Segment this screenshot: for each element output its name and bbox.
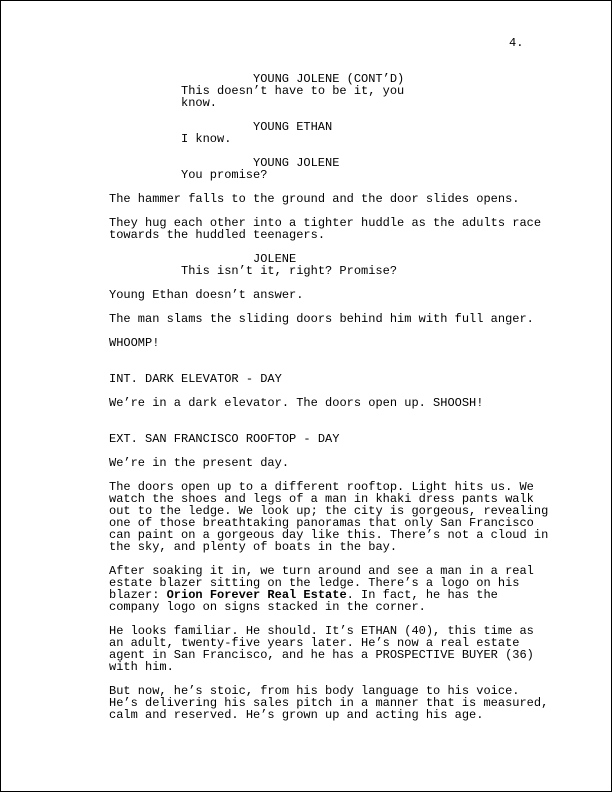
action-text: . In fact, he has the: [346, 588, 498, 602]
dialogue-line: know.: [181, 96, 218, 110]
action-line: He looks familiar. He should. It’s ETHAN (40), this time as: [109, 624, 534, 638]
scene-heading: EXT. SAN FRANCISCO ROOFTOP - DAY: [109, 432, 340, 446]
action-line: But now, he’s stoic, from his body language to his voice.: [109, 684, 520, 698]
dialogue-line: This isn’t it, right? Promise?: [181, 264, 398, 278]
action-line: We’re in the present day.: [109, 456, 290, 470]
action-line: The man slams the sliding doors behind him with full anger.: [109, 312, 534, 326]
action-line: towards the huddled teenagers.: [109, 228, 326, 242]
action-line: The hammer falls to the ground and the door slides opens.: [109, 192, 520, 206]
sound-effect-line: WHOOMP!: [109, 336, 160, 350]
character-cue: YOUNG ETHAN: [253, 120, 333, 134]
action-line: calm and reserved. He’s grown up and acting his age.: [109, 708, 484, 722]
character-cue: YOUNG JOLENE (CONT’D): [253, 72, 405, 86]
action-text: blazer:: [109, 588, 167, 602]
action-line: out to the ledge. We look up; the city is gorgeous, revealing: [109, 504, 549, 518]
scene-heading: INT. DARK ELEVATOR - DAY: [109, 372, 282, 386]
action-line: with him.: [109, 660, 174, 674]
dialogue-line: You promise?: [181, 168, 268, 182]
company-name: Orion Forever Real Estate: [166, 588, 347, 602]
page-number: 4.: [509, 36, 524, 50]
action-line: The doors open up to a different rooftop. Light hits us. We: [109, 480, 534, 494]
action-line: We’re in a dark elevator. The doors open up. SHOOSH!: [109, 396, 484, 410]
action-line: company logo on signs stacked in the corner.: [109, 600, 426, 614]
action-line: watch the shoes and legs of a man in khaki dress pants walk: [109, 492, 534, 506]
action-line: one of those breathtaking panoramas that only San Francisco: [109, 516, 534, 530]
character-cue: YOUNG JOLENE: [253, 156, 340, 170]
dialogue-line: I know.: [181, 132, 232, 146]
action-line: After soaking it in, we turn around and see a man in a real: [109, 564, 534, 578]
action-line: They hug each other into a tighter huddle as the adults race: [109, 216, 542, 230]
action-line: estate blazer sitting on the ledge. There’s a logo on his: [109, 576, 520, 590]
action-line: Young Ethan doesn’t answer.: [109, 288, 304, 302]
character-cue: JOLENE: [253, 252, 297, 266]
action-line: an adult, twenty-five years later. He’s now a real estate: [109, 636, 520, 650]
action-line: can paint on a gorgeous day like this. There’s not a cloud in: [109, 528, 549, 542]
action-line: the sky, and plenty of boats in the bay.: [109, 540, 398, 554]
action-line: He’s delivering his sales pitch in a manner that is measured,: [109, 696, 549, 710]
action-line: agent in San Francisco, and he has a PROSPECTIVE BUYER (36): [109, 648, 534, 662]
dialogue-line: This doesn’t have to be it, you: [181, 84, 405, 98]
